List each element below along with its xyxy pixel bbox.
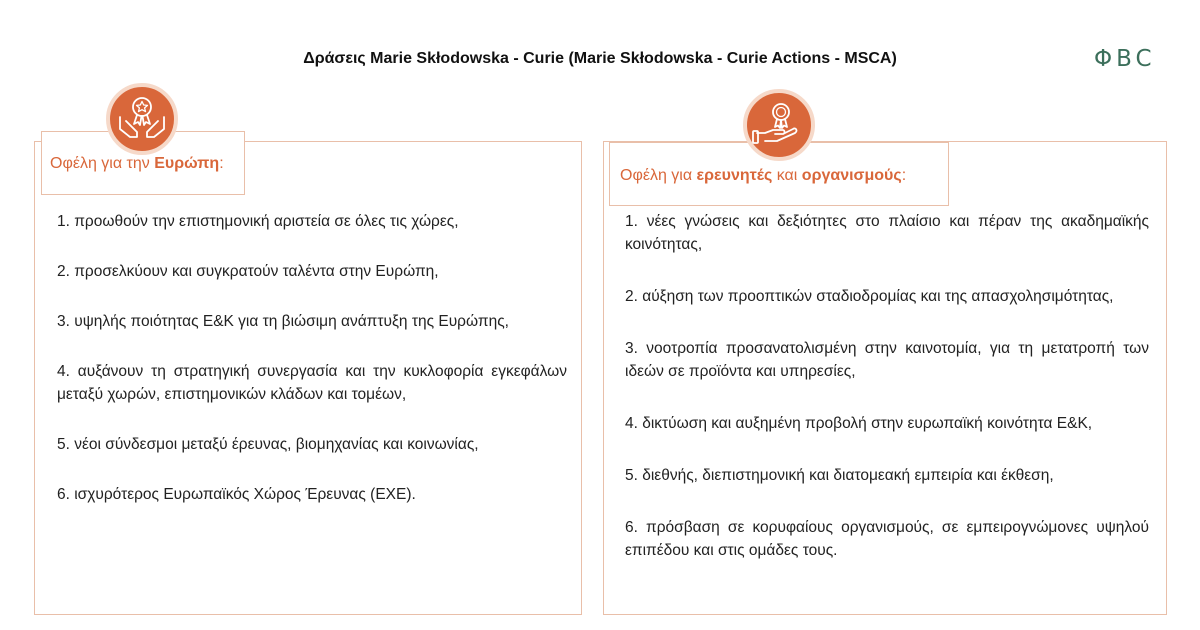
researchers-benefits-panel [603,141,1167,615]
list-item: 5. νέοι σύνδεσμοι μεταξύ έρευνας, βιομηχανίας και κοινωνίας, [57,436,479,453]
heading-prefix: Οφέλη για την [50,155,155,172]
list-item: 2. προσελκύουν και συγκρατούν ταλέντα στην Ευρώπη, [57,263,439,280]
heading-bold-2: οργανισμούς [801,167,902,184]
company-logo: ΦBC [1094,46,1156,72]
heading-prefix: Οφέλη για [620,167,697,184]
heading-suffix: : [901,167,907,184]
europe-benefits-panel [34,141,582,615]
researchers-benefits-list [625,210,1149,591]
list-item: 1. προωθούν την επιστημονική αριστεία σε όλες τις χώρες, [57,213,459,230]
europe-benefits-list [57,210,567,533]
heading-bold-1: ερευνητές [696,167,773,184]
list-item: 6. ισχυρότερος Ευρωπαϊκός Χώρος Έρευνας (ΕΧΕ). [57,486,416,503]
list-item: 3. υψηλής ποιότητας Ε&Κ για τη βιώσιμη ανάπτυξη της Ευρώπης, [57,313,509,330]
list-item: 1. νέες γνώσεις και δεξιότητες στο πλαίσιο και πέραν της ακαδημαϊκής κοινότητας, [625,213,1149,253]
heading-bold: Ευρώπη [154,155,220,172]
list-item: 4. δικτύωση και αυξημένη προβολή στην ευρωπαϊκή κοινότητα Ε&Κ, [625,415,1093,432]
page-title: Δράσεις Marie Skłodowska - Curie (Marie Skłodowska - Curie Actions - MSCA) [303,50,897,67]
list-item: 3. νοοτροπία προσανατολισμένη στην καινοτομία, για τη μετατροπή των ιδεών σε προϊόντα και υπηρεσίες, [625,340,1149,380]
hands-award-icon [106,83,178,155]
list-item: 2. αύξηση των προοπτικών σταδιοδρομίας και της απασχολησιμότητας, [625,288,1114,305]
list-item: 6. πρόσβαση σε κορυφαίους οργανισμούς, σε εμπειρογνώμονες υψηλού επιπέδου και στις ομάδες τους. [625,519,1149,559]
hand-medal-icon [743,89,815,161]
list-item: 5. διεθνής, διεπιστημονική και διατομεακή εμπειρία και έκθεση, [625,467,1054,484]
heading-suffix: : [219,155,224,172]
heading-middle: και [772,167,802,184]
list-item: 4. αυξάνουν τη στρατηγική συνεργασία και την κυκλοφορία εγκεφάλων μεταξύ χωρών, επιστημονικών κλάδων και τομέων, [57,363,567,403]
